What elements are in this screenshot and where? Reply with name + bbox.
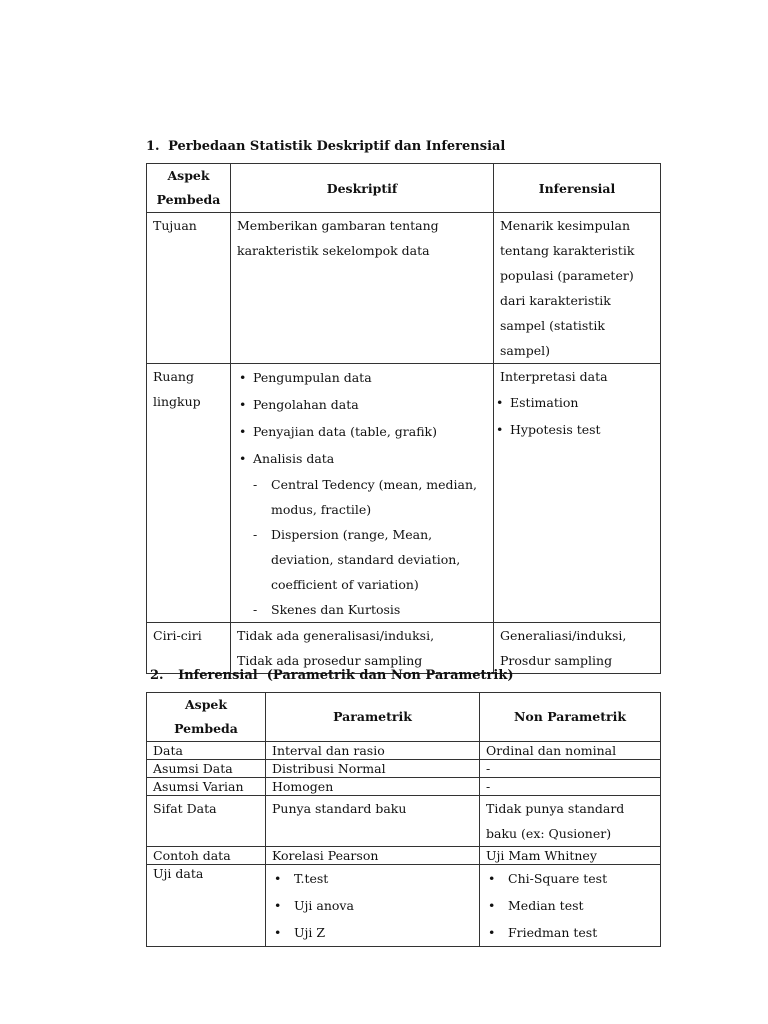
- cell-parametrik: Homogen: [266, 778, 480, 796]
- list-item: • Uji Z: [272, 919, 473, 946]
- cell-parametrik: Distribusi Normal: [266, 760, 480, 778]
- section-1-heading: [146, 138, 505, 156]
- parametrik-test-list: [272, 865, 473, 946]
- cell-parametrik: Interval dan rasio: [266, 742, 480, 760]
- row-label: Tujuan: [147, 213, 231, 364]
- row-label: Sifat Data: [147, 796, 266, 847]
- list-item: • Analisis data: [237, 445, 487, 472]
- row-label: Contoh data: [147, 847, 266, 865]
- cell-deskriptif: [231, 623, 494, 674]
- table-row: [147, 760, 661, 778]
- table-row-uji-data: [147, 865, 661, 947]
- row-label: Uji data: [147, 865, 266, 947]
- section-1-title: Perbedaan Statistik Deskriptif dan Inferensial: [168, 139, 506, 154]
- cell-non-parametrik: Ordinal dan nominal: [480, 742, 661, 760]
- interpretasi-label: Interpretasi data: [500, 369, 608, 384]
- deskriptif-scope-list: [237, 364, 487, 472]
- cell-non-parametrik: Uji Mam Whitney: [480, 847, 661, 865]
- list-item: - Skenes dan Kurtosis: [237, 597, 487, 622]
- row-label: Asumsi Data: [147, 760, 266, 778]
- list-item: - Central Tedency (mean, median, modus, fractile): [237, 472, 487, 522]
- list-item: - Dispersion (range, Mean, deviation, standard deviation, coefficient of variation): [237, 522, 487, 597]
- cell-deskriptif: Memberikan gambaran tentang karakteristik sekelompok data: [231, 213, 494, 364]
- list-item: • Median test: [486, 892, 654, 919]
- list-item: • Uji anova: [272, 892, 473, 919]
- list-item: • T.test: [272, 865, 473, 892]
- table-row: [147, 796, 661, 847]
- header-aspek-pembeda: Aspek Pembeda: [147, 164, 231, 213]
- table-row-ruang-lingkup: [147, 364, 661, 623]
- cell-inferensial: [494, 623, 661, 674]
- table-header-row: [147, 164, 661, 213]
- cell-deskriptif: [231, 364, 494, 623]
- cell-parametrik: Korelasi Pearson: [266, 847, 480, 865]
- section-1-number: 1.: [146, 139, 160, 154]
- header-inferensial: Inferensial: [494, 164, 661, 213]
- table-row: [147, 847, 661, 865]
- ciri-line: Prosdur sampling: [500, 653, 613, 668]
- table-row: [147, 742, 661, 760]
- section-2-heading: [150, 667, 514, 685]
- ciri-line: Generaliasi/induksi,: [500, 628, 627, 643]
- row-label: Asumsi Varian: [147, 778, 266, 796]
- cell-inferensial: Menarik kesimpulan tentang karakteristik populasi (parameter) dari karakteristik sampel (statistik sampel): [494, 213, 661, 364]
- non-parametrik-test-list: [486, 865, 654, 946]
- row-label: Ruang lingkup: [147, 364, 231, 623]
- header-deskriptif: Deskriptif: [231, 164, 494, 213]
- cell-parametrik: [266, 865, 480, 947]
- analisis-sub-list: [237, 472, 487, 622]
- ciri-line: Tidak ada prosedur sampling: [237, 653, 423, 668]
- comparison-table-parametrik: [146, 692, 661, 947]
- cell-non-parametrik: -: [480, 760, 661, 778]
- list-item: • Penyajian data (table, grafik): [237, 418, 487, 445]
- list-item: • Pengolahan data: [237, 391, 487, 418]
- table-row-tujuan: [147, 213, 661, 364]
- inferensial-scope-list: [494, 389, 654, 443]
- list-item: • Pengumpulan data: [237, 364, 487, 391]
- cell-parametrik: Punya standard baku: [266, 796, 480, 847]
- cell-non-parametrik: -: [480, 778, 661, 796]
- header-non-parametrik: Non Parametrik: [480, 693, 661, 742]
- list-item: • Hypotesis test: [494, 416, 654, 443]
- row-label: Data: [147, 742, 266, 760]
- list-item: • Friedman test: [486, 919, 654, 946]
- ciri-line: Tidak ada generalisasi/induksi,: [237, 628, 435, 643]
- header-aspek-pembeda: Aspek Pembeda: [147, 693, 266, 742]
- list-item: • Estimation: [494, 389, 654, 416]
- header-parametrik: Parametrik: [266, 693, 480, 742]
- table-header-row: [147, 693, 661, 742]
- row-label: Ciri-ciri: [147, 623, 231, 674]
- cell-non-parametrik: [480, 865, 661, 947]
- section-2-number: 2.: [150, 668, 164, 683]
- cell-non-parametrik: Tidak punya standard baku (ex: Qusioner): [480, 796, 661, 847]
- comparison-table-deskriptif-inferensial: [146, 163, 661, 674]
- list-item: • Chi-Square test: [486, 865, 654, 892]
- table-row-ciri-ciri: [147, 623, 661, 674]
- section-2-title: Inferensial (Parametrik dan Non Parametrik): [178, 668, 514, 683]
- table-row: [147, 778, 661, 796]
- cell-inferensial: [494, 364, 661, 623]
